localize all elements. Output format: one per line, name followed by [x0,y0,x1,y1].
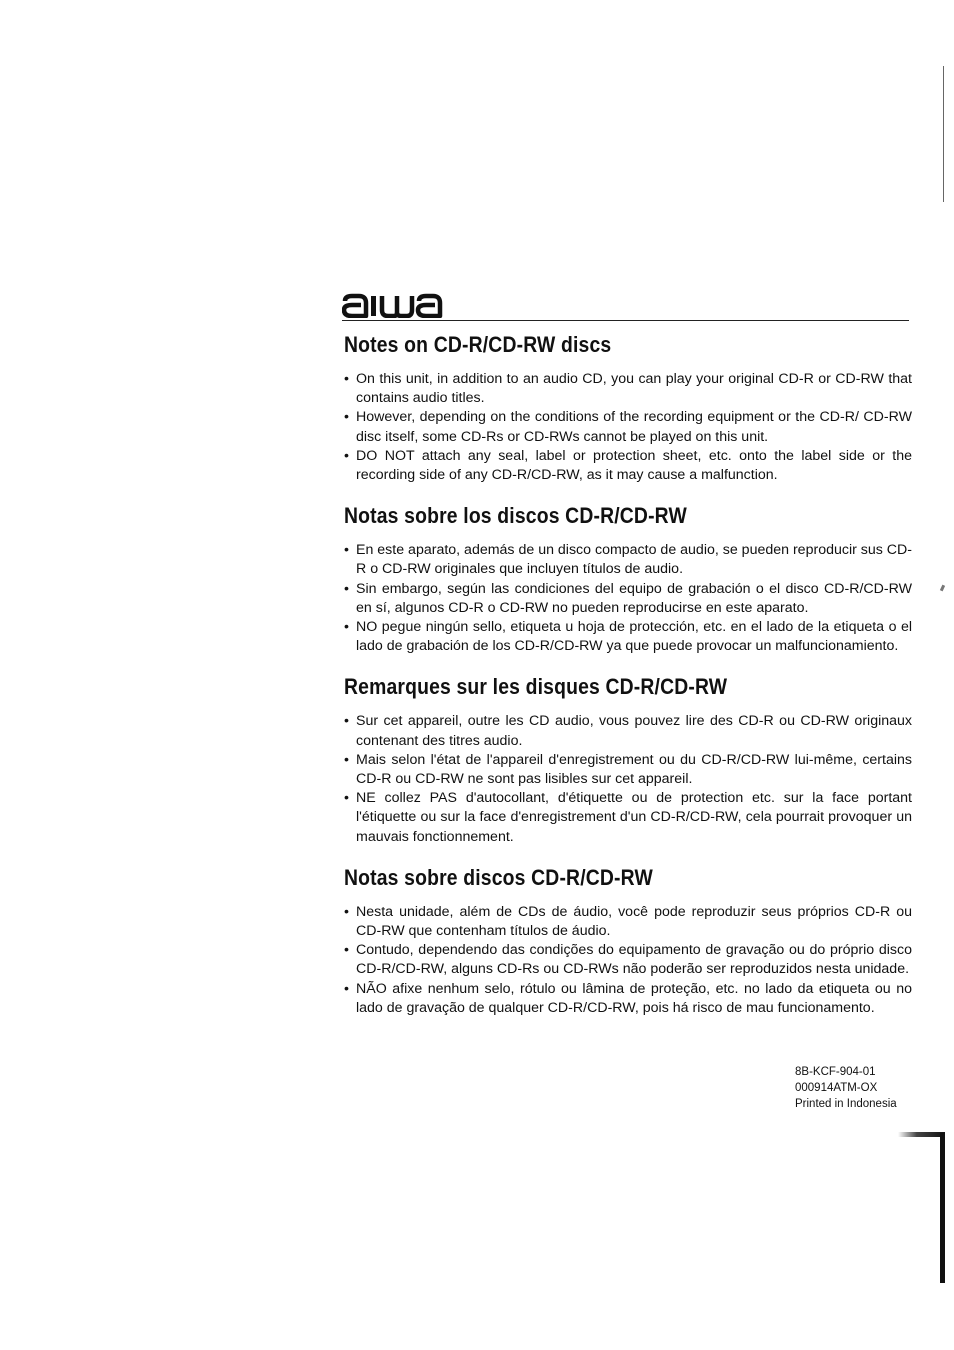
bullet-icon: • [344,409,349,426]
bullet-icon: • [344,790,349,807]
list-item: • NE collez PAS d'autocollant, d'étiquette ou de protection etc. sur la face portant l'étiquette ou sur la face d'enregistrement d'un CD-R/CD-RW, cela pourrait provoquer un mauvais fonctionnement. [344,790,912,845]
notes-content [343,328,912,1018]
notes-list [343,712,912,846]
list-item: • Sin embargo, según las condiciones del equipo de grabación o el disco CD-R/CD-RW en sí, algunos CD-R o CD-RW no pueden reproducirse en este aparato. [344,580,912,616]
bullet-icon: • [344,542,349,559]
section-title: Notas sobre discos CD-R/CD-RW [344,864,653,890]
scan-edge-line [943,66,944,202]
bullet-icon: • [344,751,349,768]
section-title: Remarques sur les disques CD-R/CD-RW [344,674,728,700]
list-item: • However, depending on the conditions of the recording equipment or the CD-R/ CD-RW disc itself, some CD-Rs or CD-RWs cannot be played on this unit. [344,409,912,445]
section-english [343,328,912,485]
bullet-icon: • [344,980,349,997]
list-item: • NÃO afixe nenhum selo, rótulo ou lâmina de proteção, etc. no lado da etiqueta ou no lado de gravação de qualquer CD-R/CD-RW, pois há risco de mau funcionamento. [344,980,912,1016]
scan-edge-bar [940,1133,945,1283]
notes-list [343,903,912,1018]
aiwa-logo [342,288,466,318]
bullet-icon: • [344,371,349,387]
section-portuguese [343,861,912,1018]
part-number: 8B-KCF-904-01 [795,1066,876,1078]
bullet-icon: • [344,447,349,464]
brand-header [342,288,909,321]
scan-speck [940,585,945,592]
section-spanish [343,499,912,656]
bullet-icon: • [344,713,349,730]
list-item: • Contudo, dependendo das condições do equipamento de gravação ou do próprio disco CD-R/CD-RW, alguns CD-Rs ou CD-RWs não poderão ser reproduzidos nesta unidade. [344,942,912,978]
bullet-icon: • [344,580,349,597]
list-item: • En este aparato, además de un disco compacto de audio, se pueden reproducir sus CD-R o CD-RW originales que incluyen títulos de audio. [344,542,913,578]
list-item: • Sur cet appareil, outre les CD audio, vous pouvez lire des CD-R ou CD-RW originaux contenant des titres audio. [344,713,912,749]
list-item: • Nesta unidade, além de CDs de áudio, você pode reproduzir seus próprios CD-R ou CD-RW que contenham títulos de áudio. [344,903,912,940]
list-item: • On this unit, in addition to an audio CD, you can play your original CD-R or CD-RW that contains audio titles. [344,371,912,407]
scan-edge-mark [898,1132,945,1137]
notes-list [343,541,912,656]
bullet-icon: • [344,619,349,636]
list-item: • DO NOT attach any seal, label or protection sheet, etc. onto the label side or the recording side of any CD-R/CD-RW, as it may cause a malfunction. [344,447,912,484]
print-code: 000914ATM-OX [795,1082,878,1094]
section-title: Notas sobre los discos CD-R/CD-RW [344,503,687,529]
print-info [795,1064,897,1112]
bullet-icon: • [344,903,349,920]
list-item: • NO pegue ningún sello, etiqueta u hoja de protección, etc. en el lado de la etiqueta o el lado de grabación de los CD-R/CD-RW ya que puede provocar un malfuncionamiento. [344,619,912,655]
notes-list [343,370,912,485]
section-title: Notes on CD-R/CD-RW discs [344,332,612,357]
bullet-icon: • [344,942,349,959]
section-french [343,670,912,846]
list-item: • Mais selon l'état de l'appareil d'enregistrement ou du CD-R/CD-RW lui-même, certains CD-R ou CD-RW ne sont pas lisibles sur cet appareil. [344,751,912,788]
printed-location: Printed in Indonesia [795,1098,897,1110]
